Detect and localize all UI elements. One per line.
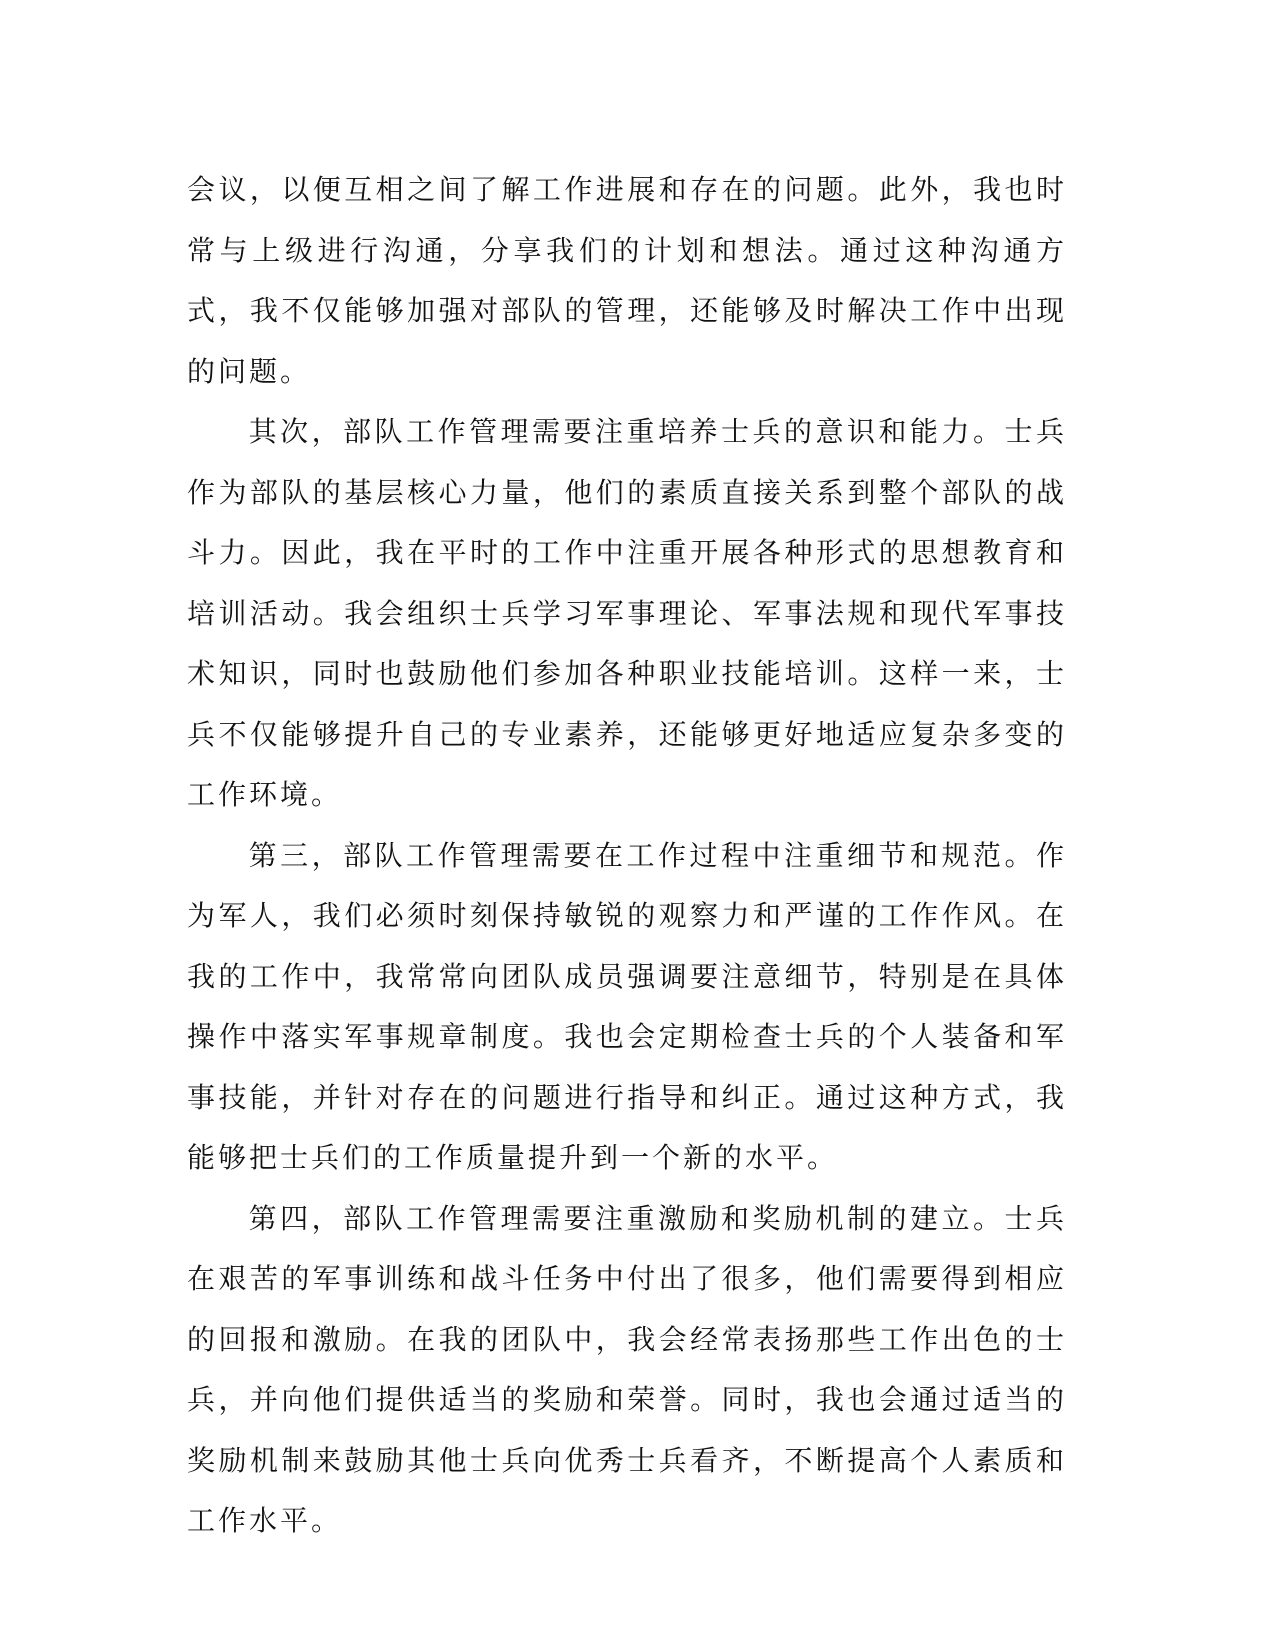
document-body xyxy=(187,160,1067,1552)
paragraph-continuation: 会议，以便互相之间了解工作进展和存在的问题。此外，我也时常与上级进行沟通，分享我们的计划和想法。通过这种沟通方式，我不仅能够加强对部队的管理，还能够及时解决工作中出现的问题。 xyxy=(187,173,1067,388)
paragraph-fourth-point: 第四，部队工作管理需要注重激励和奖励机制的建立。士兵在艰苦的军事训练和战斗任务中付出了很多，他们需要得到相应的回报和激励。在我的团队中，我会经常表扬那些工作出色的士兵，并向他们提供适当的奖励和荣誉。同时，我也会通过适当的奖励机制来鼓励其他士兵向优秀士兵看齐，不断提高个人素质和工作水平。 xyxy=(187,1201,1067,1537)
paragraph-second-point: 其次，部队工作管理需要注重培养士兵的意识和能力。士兵作为部队的基层核心力量，他们的素质直接关系到整个部队的战斗力。因此，我在平时的工作中注重开展各种形式的思想教育和培训活动。我会组织士兵学习军事理论、军事法规和现代军事技术知识，同时也鼓励他们参加各种职业技能培训。这样一来，士兵不仅能够提升自己的专业素养，还能够更好地适应复杂多变的工作环境。 xyxy=(187,415,1067,811)
paragraph-third-point: 第三，部队工作管理需要在工作过程中注重细节和规范。作为军人，我们必须时刻保持敏锐的观察力和严谨的工作作风。在我的工作中，我常常向团队成员强调要注意细节，特别是在具体操作中落实军事规章制度。我也会定期检查士兵的个人装备和军事技能，并针对存在的问题进行指导和纠正。通过这种方式，我能够把士兵们的工作质量提升到一个新的水平。 xyxy=(187,838,1067,1174)
